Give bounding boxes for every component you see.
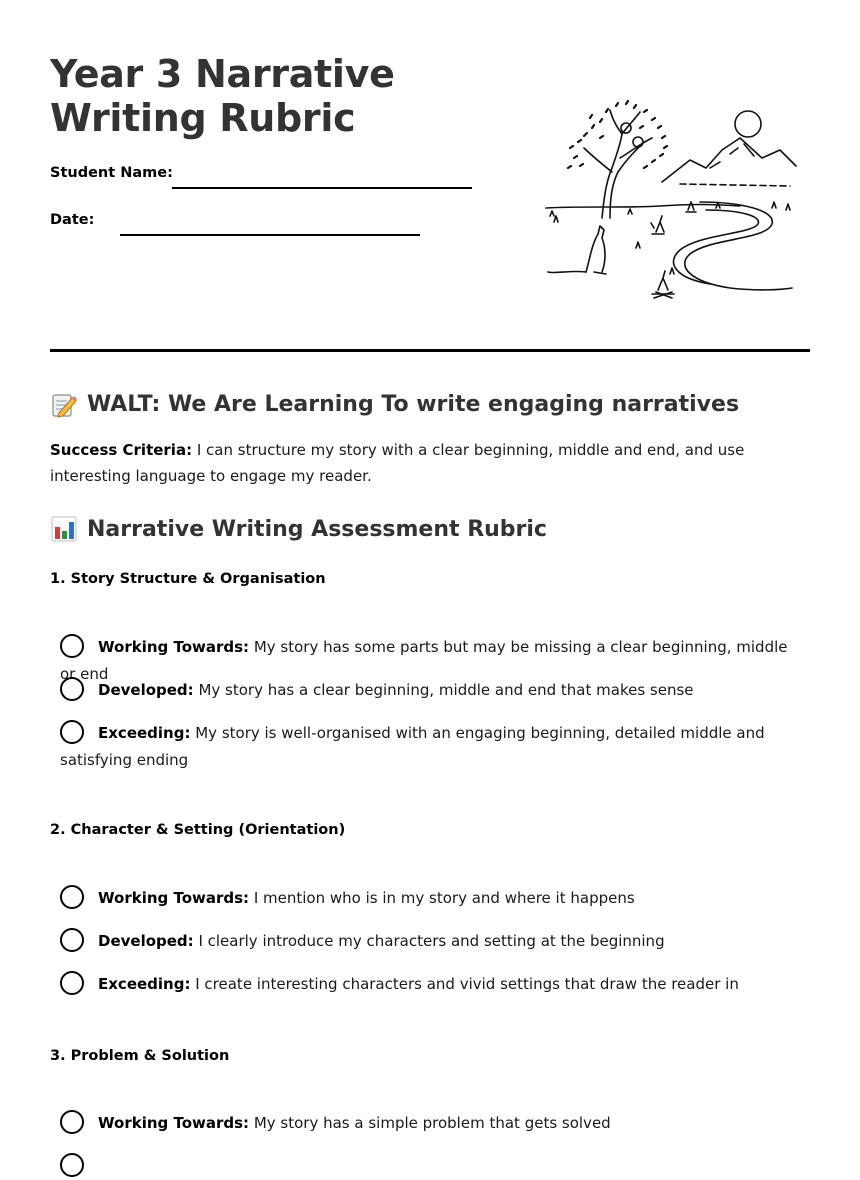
rubric-heading-text: Narrative Writing Assessment Rubric (87, 516, 547, 542)
radio-character-developed[interactable] (60, 928, 84, 952)
criterion-problem-working-towards (60, 1110, 800, 1137)
criterion-text: My story has a simple problem that gets solved (249, 1114, 611, 1132)
radio-problem-developed[interactable] (60, 1153, 84, 1177)
success-criteria-label: Success Criteria: (50, 441, 193, 459)
radio-character-working-towards[interactable] (60, 885, 84, 909)
criterion-text: I create interesting characters and vivid settings that draw the reader in (190, 975, 739, 993)
radio-problem-working-towards[interactable] (60, 1110, 84, 1134)
criterion-structure-developed (60, 677, 800, 704)
student-name-label: Student Name: (50, 165, 173, 181)
section-story-structure: 1. Story Structure & Organisation (50, 571, 326, 587)
success-criteria-text: I can structure my story with a clear beginning, middle and end, and use interesting language to engage my reader. (50, 441, 745, 485)
walt-heading-text: WALT: We Are Learning To write engaging narratives (87, 391, 740, 417)
criterion-character-working-towards (60, 885, 800, 912)
date-field[interactable] (120, 234, 420, 236)
criterion-problem-developed (60, 1153, 800, 1180)
criterion-character-exceeding (60, 971, 800, 998)
criterion-structure-exceeding (60, 720, 800, 774)
date-label: Date: (50, 212, 95, 228)
criterion-level: Working Towards: (98, 889, 250, 907)
criterion-level: Exceeding: (98, 724, 191, 742)
outback-landscape-illustration (540, 98, 800, 303)
criterion-level: Working Towards: (98, 1114, 250, 1132)
success-criteria (50, 437, 810, 489)
criterion-character-developed (60, 928, 800, 955)
criterion-text: I clearly introduce my characters and setting at the beginning (193, 932, 665, 950)
memo-icon (50, 390, 78, 418)
criterion-level: Developed: (98, 681, 194, 699)
radio-structure-working-towards[interactable] (60, 634, 84, 658)
walt-heading (50, 390, 739, 418)
section-character-setting: 2. Character & Setting (Orientation) (50, 822, 346, 838)
student-name-field[interactable] (172, 187, 472, 189)
criterion-level: Developed: (98, 932, 194, 950)
criterion-level: Working Towards: (98, 638, 250, 656)
criterion-text: My story is well-organised with an engaging beginning, detailed middle and satisfying ending (60, 724, 765, 769)
page-title: Year 3 Narrative Writing Rubric (50, 52, 395, 140)
criterion-text: My story has a clear beginning, middle and end that makes sense (193, 681, 694, 699)
radio-structure-exceeding[interactable] (60, 720, 84, 744)
criterion-text: My story has some parts but may be missing a clear beginning, middle or end (60, 638, 788, 683)
criterion-text: I mention who is in my story and where it happens (249, 889, 635, 907)
radio-structure-developed[interactable] (60, 677, 84, 701)
rubric-heading (50, 515, 547, 543)
bar-chart-icon (50, 515, 78, 543)
header-divider (50, 349, 810, 352)
section-problem-solution: 3. Problem & Solution (50, 1048, 230, 1064)
criterion-level: Exceeding: (98, 975, 191, 993)
radio-character-exceeding[interactable] (60, 971, 84, 995)
